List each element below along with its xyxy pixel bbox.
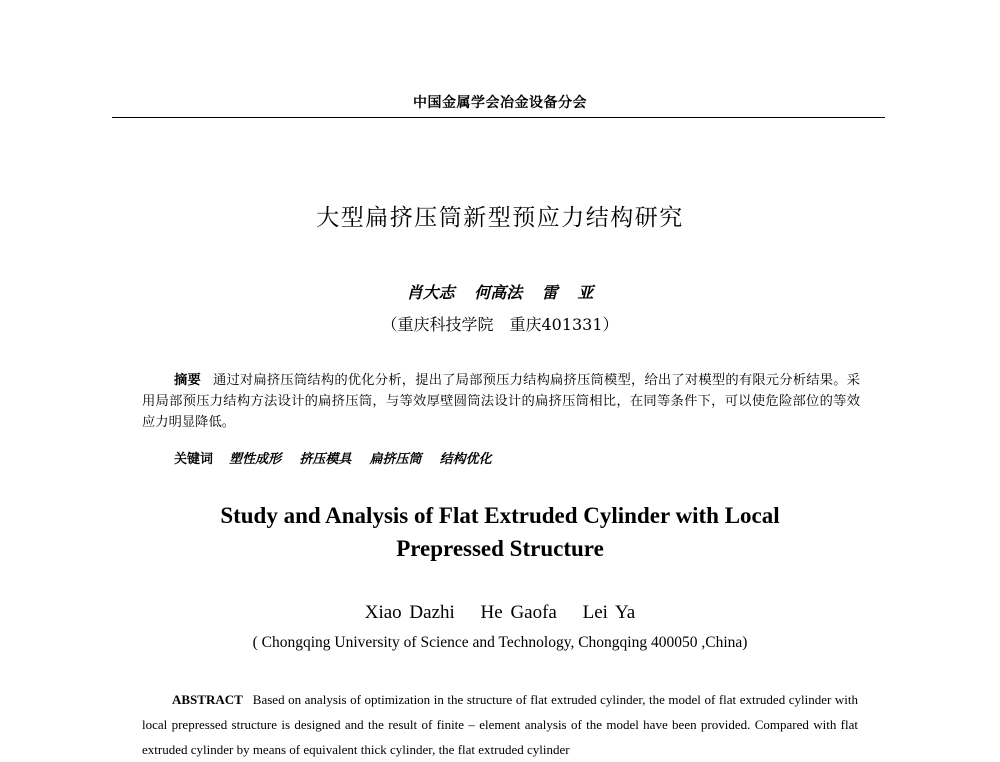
abstract-cn-text: 通过对扁挤压筒结构的优化分析，提出了局部预压力结构扁挤压筒模型，给出了对模型的有限元分析结果。采用局部预压力结构方法设计的扁挤压筒，与等效厚壁圆筒法设计的扁挤压筒相比，在同等条件下，可以使危险部位的等效应力明显降低。 (142, 373, 860, 430)
author-cn-1: 肖大志 (406, 283, 455, 302)
keywords-cn-label: 关键词 (174, 452, 214, 467)
authors-chinese (0, 280, 1000, 303)
author-en-1: Xiao Dazhi (364, 602, 455, 623)
affiliation-english: ( Chongqing University of Science and Technology, Chongqing 400050 ,China) (252, 634, 748, 651)
abstract-chinese (142, 370, 860, 433)
keyword-2: 挤压模具 (299, 452, 352, 467)
abstract-cn-label: 摘要 (174, 373, 201, 388)
author-cn-2: 何高法 (474, 283, 523, 302)
keyword-1: 塑性成形 (229, 452, 282, 467)
authors-english (0, 602, 1000, 624)
keywords-chinese (174, 448, 506, 467)
affiliation-chinese: （重庆科技学院 重庆401331） (381, 315, 619, 334)
author-en-2: He Gaofa (480, 602, 557, 623)
header-rule (112, 117, 885, 118)
title-en-line-1: Study and Analysis of Flat Extruded Cylinder with Local (220, 503, 780, 528)
author-cn-3: 雷 亚 (541, 283, 594, 302)
title-english (0, 499, 1000, 565)
title-chinese: 大型扁挤压筒新型预应力结构研究 (316, 205, 684, 231)
abstract-en-text: Based on analysis of optimization in the structure of flat extruded cylinder, the model of flat extruded cylinder with local prepressed structure is designed and the result of finite – element analysis of the model have been provided. Compared with flat extruded cylinder by means of equivalent thick cylinder, the flat extruded cylinder (142, 692, 858, 757)
author-en-3: Lei Ya (582, 602, 636, 623)
running-header: 中国金属学会冶金设备分会 (413, 95, 587, 111)
keyword-4: 结构优化 (439, 452, 492, 467)
keyword-3: 扁挤压筒 (369, 452, 422, 467)
abstract-en-label: ABSTRACT (172, 692, 243, 707)
title-en-line-2: Prepressed Structure (396, 536, 604, 561)
abstract-english (142, 687, 858, 762)
